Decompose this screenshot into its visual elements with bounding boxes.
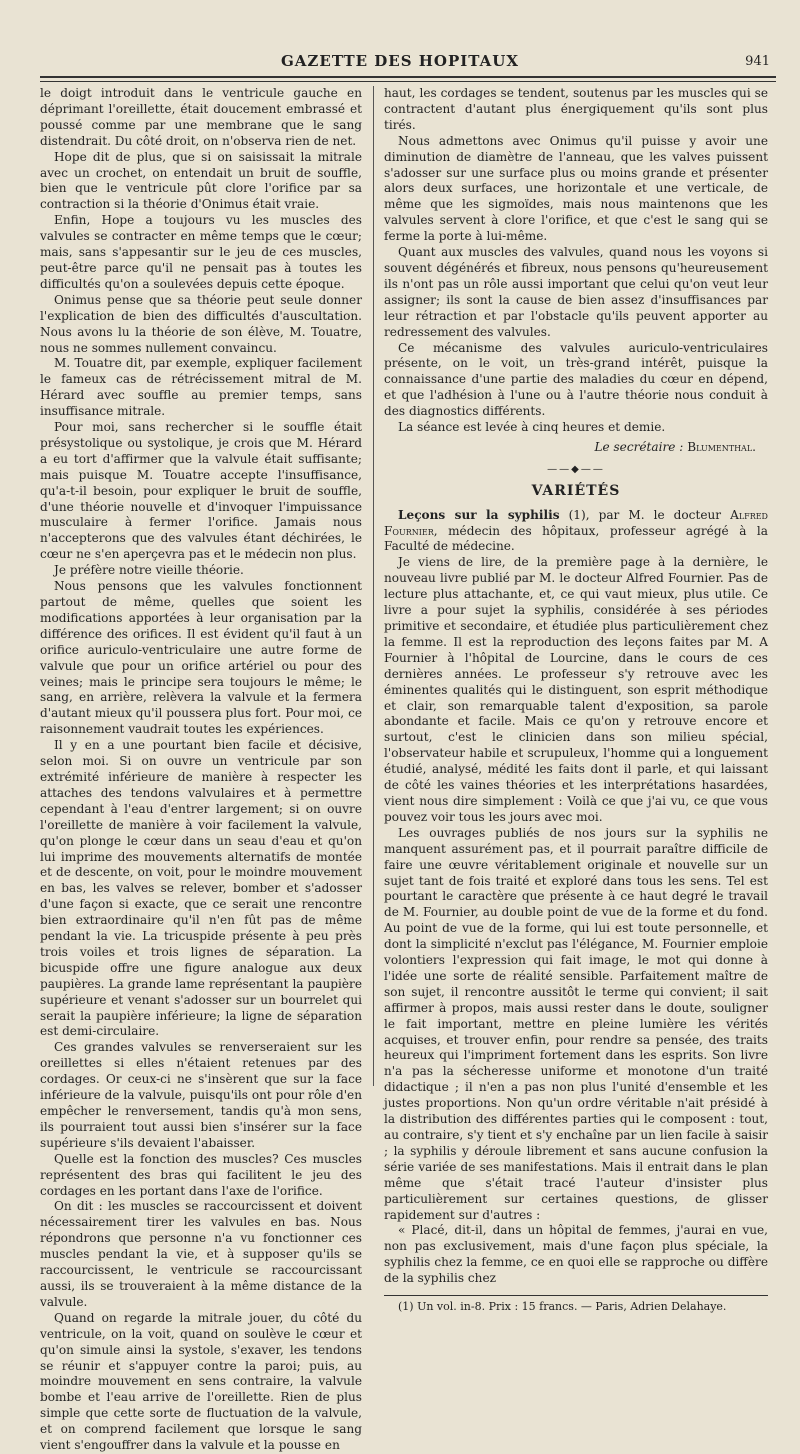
paragraph: Nous admettons avec Onimus qu'il puisse y avoir une diminution de diamètre de l'anneau, que les valves puissent s'adosser sur une surface plus ou moins grande et présenter alors deux surfaces, une horizontale et une verticale, de même que les sigmoïdes, mais nous maintenons que les valvules servent à clore l'orifice, et que c'est le sang qui se ferme la porte à lui-même. bbox=[384, 133, 768, 244]
column-divider bbox=[373, 86, 374, 1086]
article-title: Leçons sur la syphilis bbox=[398, 507, 560, 522]
paragraph: Quelle est la fonction des muscles? Ces muscles représentent des bras qui facilitent le jeu des cordages en les portant dans l'axe de l'orifice. bbox=[40, 1151, 362, 1198]
paragraph: Enfin, Hope a toujours vu les muscles des valvules se contracter en même temps que le cœur; mais, sans s'appesantir sur le jeu de ces muscles, peut-être parce qu'il ne pensait pas à toutes les difficultés qu'on a soulevées depuis cette époque. bbox=[40, 213, 362, 291]
paragraph: La séance est levée à cinq heures et demie. bbox=[398, 420, 666, 435]
paragraph: Il y en a une pourtant bien facile et décisive, selon moi. Si on ouvre un ventricule par son extrémité inférieure de manière à respecter les attaches des tendons valvulaires et à permettre cependant à l'eau d'entrer largement; si on ouvre l'oreillette de manière à voir facilement la valvule, qu'on plonge le cœur dans un seau d'eau et qu'on lui imprime des mouvements alternatifs de montée et de descente, on voit, pour le moindre mouvement en bas, les valves se relever, bomber et s'adosser d'une façon si exacte, que ce serait une rencontre bien extraordinaire qu'il n'en fût pas de même pendant la vie. La tricuspide présente à peu près trois voiles et trois lignes de séparation. La bicuspide offre une figure analogue aux deux paupières. La grande lame représentant la paupière supérieure et venant s'adosser sur un bourrelet qui serait la paupière inférieure; la ligne de séparation est demi-circulaire. bbox=[40, 738, 362, 1039]
footnote: (1) Un vol. in-8. Prix : 15 francs. — Paris, Adrien Delahaye. bbox=[398, 1300, 727, 1314]
paragraph: On dit : les muscles se raccourcissent et doivent nécessairement tirer les valvules en bas. Nous répondrons que personne n'a vu fonctionner ces muscles pendant la vie, et à supposer qu'ils se raccourcissent, le ventricule se raccourcissant aussi, ils se trouveraient à la même distance de la valvule. bbox=[40, 1199, 362, 1309]
header-rule bbox=[40, 76, 776, 78]
paragraph: Onimus pense que sa théorie peut seule donner l'explication de bien des difficultés d'auscultation. Nous avons lu la théorie de son élève, M. Touatre, nous ne sommes nullement convaincu. bbox=[40, 292, 362, 355]
signature-name: Blumenthal. bbox=[687, 439, 756, 454]
page-header bbox=[20, 52, 780, 74]
article-heading bbox=[384, 508, 768, 556]
paragraph: Ces grandes valvules se renverseraient sur les oreillettes si elles n'étaient retenues par des cordages. Or ceux-ci ne s'insèrent que sur la face inférieure de la valvule, puisqu'ils ont pour rôle d'en empêcher le renversement, tandis qu'à mon sens, ils pourraient tout aussi bien s'insérer sur la face supérieure s'ils devaient l'abaisser. bbox=[40, 1040, 362, 1150]
paragraph: Je viens de lire, de la première page à la dernière, le nouveau livre publié par M. le docteur Alfred Fournier. Pas de lecture plus attachante, et, ce qui vaut mieux, plus utile. Ce livre a pour sujet la syphilis, considérée à ses périodes primitive et secondaire, et étudiée plus particulièrement chez la femme. Il est la reproduction des leçons faites par M. A Fournier à l'hôpital de Lourcine, dans le cours de ces dernières années. Le professeur s'y retrouve avec les éminentes qualités qui le distinguent, son esprit méthodique et clair, son remarquable talent d'exposition, sa parole abondante et facile. Mais ce qu'on y retrouve encore et surtout, c'est le clinicien dans son milieu spécial, l'observateur habile et scrupuleux, l'homme qui a longuement étudié, analysé, médité les faits dont il parle, et qui laissant de côté les vaines théories et les interprétations hasardées, vient nous dire simplement : Voilà ce que j'ai vu, ce que vous pouvez voir tous les jours avec moi. bbox=[384, 555, 768, 824]
page-number: 941 bbox=[745, 54, 770, 69]
signature bbox=[384, 440, 756, 456]
right-column bbox=[384, 86, 768, 1314]
paragraph: le doigt introduit dans le ventricule gauche en déprimant l'oreillette, était doucement embrassé et poussé comme par une membrane que le sang distendrait. Du côté droit, on n'observa rien de net. bbox=[40, 86, 362, 148]
signature-label: Le secrétaire : bbox=[594, 439, 684, 454]
article-ref: (1), par M. le docteur bbox=[568, 507, 722, 522]
paragraph: Pour moi, sans rechercher si le souffle était présystolique ou systolique, je crois que M. Hérard a eu tort d'affirmer que la valvule était suffisante; mais puisque M. Touatre accepte l'insuffisance, qu'a-t-il besoin, pour expliquer le bruit de souffle, d'une théorie nouvelle et d'invoquer l'impuissance musculaire à fermer l'orifice. Jamais nous n'accepterons que des valvules étant déchirées, le cœur ne s'en aperçevra pas et le médecin non plus. bbox=[40, 420, 362, 562]
left-column bbox=[40, 86, 362, 1454]
article-author: Alfred Fournier bbox=[384, 507, 768, 538]
paragraph: Nous pensons que les valvules fonctionnent partout de même, quelles que soient les modifications apportées à leur organisation par la différence des orifices. Il est évident qu'il faut à un orifice auriculo-ventriculaire une autre forme de valvule que pour un orifice artériel ou pour des veines; mais le principe sera toujours le même; le sang, en arrière, relèvera la valvule et la fermera d'autant mieux qu'il poussera plus fort. Pour moi, ce raisonnement vaudrait toutes les expériences. bbox=[40, 579, 362, 737]
paragraph: M. Touatre dit, par exemple, expliquer facilement le fameux cas de rétrécissement mitral de M. Hérard avec souffle au premier temps, sans insuffisance mitrale. bbox=[40, 356, 362, 419]
paragraph: Quant aux muscles des valvules, quand nous les voyons si souvent dégénérés et fibreux, nous pensons qu'heureusement ils n'ont pas un rôle aussi important que celui qu'on veut leur assigner; ils sont la cause de bien assez d'insuffisances par leur rétraction et par l'obstacle qu'ils peuvent apporter au redressement des valvules. bbox=[384, 245, 768, 339]
footnote-rule bbox=[384, 1295, 768, 1296]
paragraph: « Placé, dit-il, dans un hôpital de femmes, j'aurai en vue, non pas exclusivement, mais d'une façon plus spéciale, la syphilis chez la femme, ce en quoi elle se rapproche ou diffère de la syphilis chez bbox=[384, 1223, 768, 1286]
section-title: VARIÉTÉS bbox=[531, 482, 621, 499]
paragraph: Hope dit de plus, que si on saisissait la mitrale avec un crochet, on entendait un bruit de souffle, bien que le ventricule pût clore l'orifice par sa contraction si la théorie d'Onimus était vraie. bbox=[40, 149, 362, 212]
paragraph: Ce mécanisme des valvules auriculo-ventriculaires présente, on le voit, un très-grand intérêt, puisque la connaissance d'une partie des maladies du cœur en dépend, et que l'adhésion à l'une ou à l'autre théorie nous conduit à des diagnostics différents. bbox=[384, 340, 768, 419]
journal-title: GAZETTE DES HOPITAUX bbox=[280, 52, 519, 70]
header-rule-thin bbox=[40, 81, 776, 82]
paragraph: Je préfère notre vieille théorie. bbox=[54, 563, 244, 578]
ornament-divider: ——◆—— bbox=[547, 463, 605, 475]
author-note: , médecin des hôpitaux, professeur agrégé à la Faculté de médecine. bbox=[384, 523, 768, 554]
paragraph: Les ouvrages publiés de nos jours sur la syphilis ne manquent assurément pas, et il pourrait paraître difficile de faire une œuvre véritablement originale et nouvelle sur un sujet tant de fois traité et exploré dans tous les sens. Tel est pourtant le caractère que présente à ce haut degré le travail de M. Fournier, au double point de vue de la forme et du fond. Au point de vue de la forme, qui lui est toute personnelle, et dont la simplicité n'exclut pas l'élégance, M. Fournier emploie volontiers l'expression qui fait image, le mot qui donne à l'idée une sorte de réalité sensible. Parfaitement maître de son sujet, il rencontre aussitôt le terme qui convient; il sait affirmer à propos, mais aussi rester dans le doute, souligner le fait important, mettre en pleine lumière les vérités acquises, et trouver enfin, pour rendre sa pensée, des traits heureux qui l'impriment fortement dans les esprits. Son livre n'a pas la sécheresse uniforme et monotone d'un traité didactique ; il n'en a pas non plus l'unité d'ensemble et les justes proportions. Non qu'un ordre véritable n'ait présidé à la distribution des différentes parties qui le composent : tout, au contraire, s'y tient et s'y enchaîne par un lien facile à saisir ; la syphilis y déroule librement et sans aucune confusion la série variée de ses manifestations. Mais il entrait dans le plan même que s'était tracé l'auteur d'insister plus particulièrement sur certaines questions, de glisser rapidement sur d'autres : bbox=[384, 825, 768, 1222]
paragraph: Quand on regarde la mitrale jouer, du côté du ventricule, on la voit, quand on soulève le cœur et qu'on simule ainsi la systole, s'exaver, les tendons se réunir et s'appuyer contre la paroi; puis, au moindre mouvement en sens contraire, la valvule bombe et l'eau arrive de l'oreillette. Rien de plus simple que cette sorte de fluctuation de la valvule, et on comprend facilement que lorsque le sang vient s'engouffrer dans la valvule et la pousse en bbox=[40, 1310, 362, 1453]
paragraph: haut, les cordages se tendent, soutenus par les muscles qui se contractent d'autant plus énergiquement qu'ils sont plus tirés. bbox=[384, 86, 768, 132]
